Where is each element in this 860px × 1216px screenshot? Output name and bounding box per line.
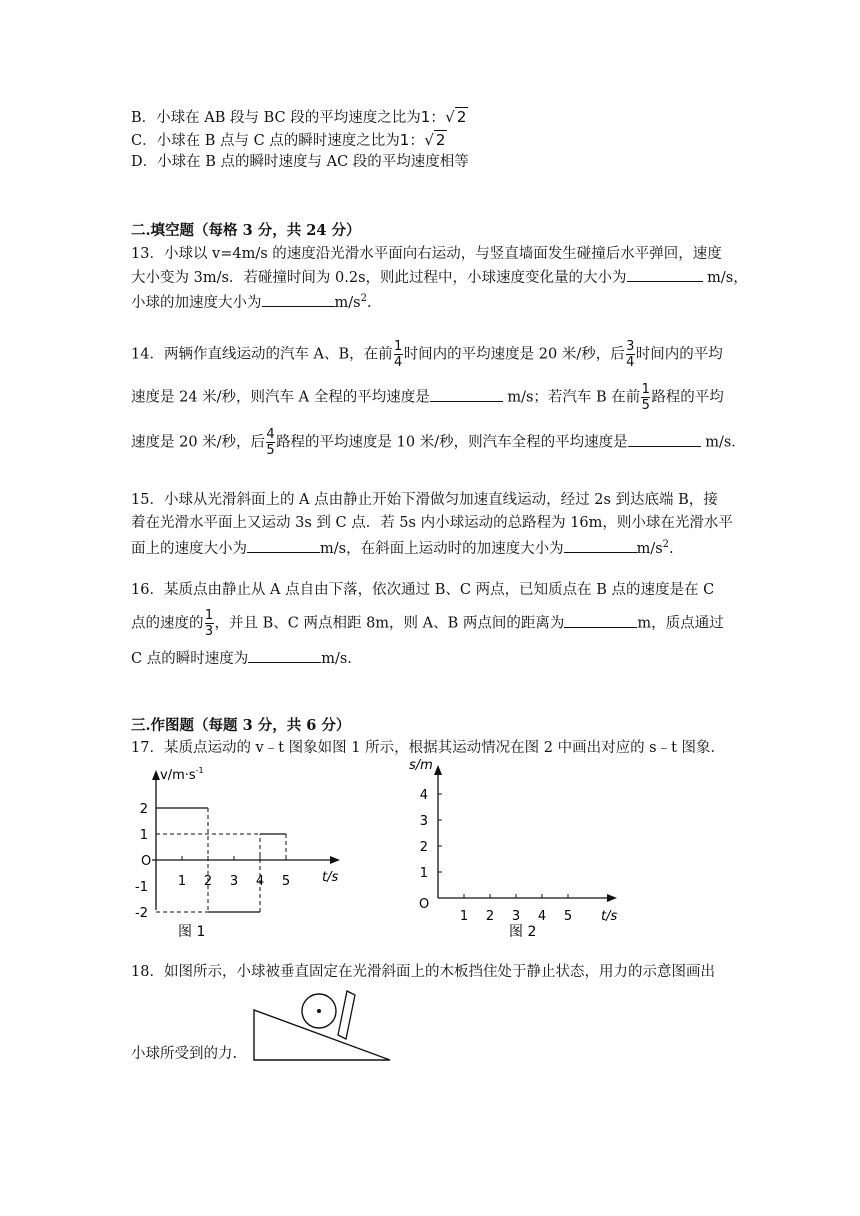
q16-line1: 16．某质点由静止从 A 点自由下落，依次通过 B、C 两点，已知质点在 B 点的速度是在 C [131,582,715,598]
q14-line2: 速度是 24 米/秒，则汽车 A 全程的平均速度是 m/s；若汽车 B 在前 $\frac{1}{5}$ 路程的平均 [131,382,724,413]
q15-blank-2[interactable] [564,538,637,553]
origin-label: O [419,897,430,912]
q13-line2: 大小变为 3m/s．若碰撞时间为 0.2s，则此过程中，小球速度变化量的大小为 m/s， [131,267,748,288]
q14-fraction-1-5: $\frac{1}{5}$ [641,382,650,413]
x-axis-arrow [607,894,617,902]
wooden-board [338,991,355,1039]
option-d: D．小球在 B 点的瞬时速度与 AC 段的平均速度相等 [131,154,469,170]
q16-fraction-1-3: $\frac{1}{3}$ [204,608,214,639]
y-axis-arrow [434,765,442,775]
x-axis-arrow [330,856,340,864]
q13-line1: 13．小球以 v=4m/s 的速度沿光滑水平面向右运动，与竖直墙面发生碰撞后水平弹回，速度 [131,246,722,262]
x-tick-label: 3 [229,874,239,889]
x-tick-label: 4 [255,874,265,889]
option-c [131,130,447,151]
q15-blank-1[interactable] [247,538,320,553]
y-axis-label: s/m [409,758,433,773]
q14-fraction-3-4: $\frac{3}{4}$ [626,339,635,370]
x-tick-label: 2 [485,909,495,924]
x-tick-label: 5 [563,909,573,924]
q16-blank-1[interactable] [564,613,637,628]
x-tick-label: 5 [281,874,291,889]
ball-center-dot [317,1009,321,1013]
y-tick-label: -1 [135,880,148,895]
q18-line1: 18．如图所示，小球被垂直固定在光滑斜面上的木板挡住处于静止状态，用力的示意图画出 [131,964,715,980]
y-tick-label: 1 [419,866,428,881]
figure-1-caption: 图 1 [178,924,206,940]
section-3-heading: 三.作图题（每题 3 分，共 6 分） [131,717,351,734]
x-tick-label: 2 [203,874,213,889]
figure-1-vt-graph [120,760,360,940]
q16-line3: C 点的瞬时速度为 m/s. [131,648,352,669]
q13-line3: 小球的加速度大小为 $m/s^2$. [131,293,372,311]
origin-label: O [141,854,152,869]
y-tick-label: 2 [419,840,428,855]
y-tick-label: 1 [139,828,148,843]
option-b-ratio: 1：√ 2 [420,108,467,126]
y-tick-label: 2 [139,802,148,817]
q15-line2: 着在光滑水平面上又运动 3s 到 C 点．若 5s 内小球运动的总路程为 16m，则小球在光滑水平 [131,515,733,531]
q14-line3: 速度是 20 米/秒，后 $\frac{4}{5}$ 路程的平均速度是 10 米/秒，则汽车全程的平均速度是 m/s． [131,427,746,458]
figure-2-st-graph [405,755,630,940]
y-tick-label: -2 [135,906,148,921]
y-tick-label: 3 [419,814,428,829]
section-2-heading: 二.填空题（每格 3 分，共 24 分） [131,222,361,239]
q16-line2: 点的速度的 $\frac{1}{3}$ ，并且 B、C 两点相距 8m，则 A、B 两点间的距离为 m，质点通过 [131,608,724,639]
q13-blank-2[interactable] [262,292,335,307]
y-axis-label: $v/m\cdot s^{-1}$ [160,766,204,783]
x-tick-label: 1 [459,909,469,924]
figure-2-caption: 图 2 [509,924,537,940]
option-b-text: B．小球在 AB 段与 BC 段的平均速度之比为 [131,110,421,126]
q14-line1: 14．两辆作直线运动的汽车 A、B，在前 $\frac{1}{4}$ 时间内的平均速度是 20 米/秒，后 $\frac{3}{4}$ 时间内的平均 [131,339,723,370]
option-c-text: C．小球在 B 点与 C 点的瞬时速度之比为 [131,133,400,149]
q14-fraction-1-4: $\frac{1}{4}$ [394,339,403,370]
q15-line1: 15．小球从光滑斜面上的 A 点由静止开始下滑做匀加速直线运动，经过 2s 到达底端 B，接 [131,492,718,508]
q13-blank-1[interactable] [627,267,703,282]
q14-blank-1[interactable] [430,387,503,402]
q17-text: 17．某质点运动的 v﹣t 图象如图 1 所示，根据其运动情况在图 2 中画出对应的 s﹣t 图象． [131,740,726,756]
figure-1-plot [135,766,340,940]
option-c-ratio: 1：√ 2 [399,131,446,149]
q14-fraction-4-5: $\frac{4}{5}$ [266,427,275,458]
option-b [131,107,468,128]
figure-2-plot [409,758,617,940]
x-axis-label: t/s [322,870,339,885]
y-tick-label: 4 [419,788,428,803]
x-tick-label: 3 [511,909,521,924]
x-axis-label: t/s [601,909,618,924]
y-axis-arrow [152,770,160,780]
q18-line2: 小球所受到的力. [131,1046,238,1062]
incline-ball-diagram [250,988,395,1064]
q16-blank-2[interactable] [248,648,321,663]
x-tick-label: 1 [177,874,187,889]
q15-line3: 面上的速度大小为 m/s，在斜面上运动时的加速度大小为 $m/s^2$. [131,539,674,557]
q14-blank-2[interactable] [628,432,701,447]
x-tick-label: 4 [537,909,547,924]
